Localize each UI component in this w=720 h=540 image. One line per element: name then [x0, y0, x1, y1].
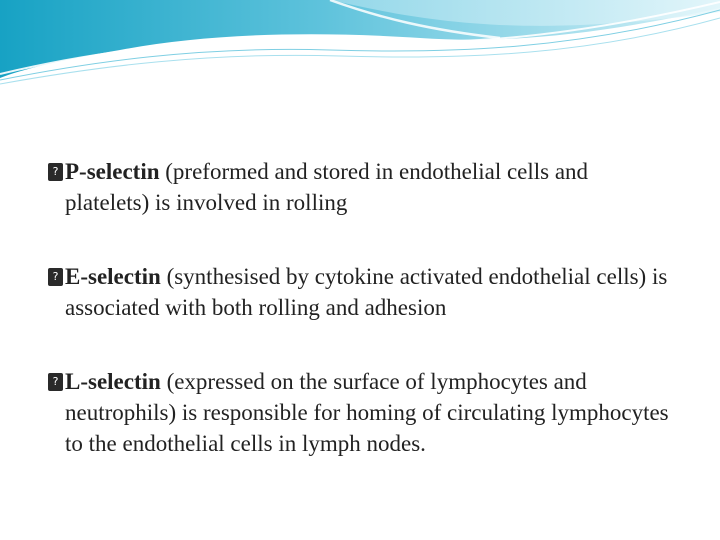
- missing-glyph-box-icon: ?: [48, 373, 63, 391]
- bullet-term: P-selectin: [65, 159, 160, 184]
- bullet-text: (expressed on the surface of lymphocytes and neutrophils) is responsible for homing of circulating lymphocytes to the endothelial cells in lymph nodes.: [65, 369, 669, 456]
- bullet-term: L-selectin: [65, 369, 161, 394]
- missing-glyph-box-icon: ?: [48, 163, 63, 181]
- bullet-item-l-selectin: [50, 366, 670, 459]
- bullet-term: E-selectin: [65, 264, 161, 289]
- bullet-text: (preformed and stored in endothelial cells and platelets) is involved in rolling: [65, 159, 589, 215]
- header-wave-decoration: [0, 0, 720, 90]
- bullet-text: (synthesised by cytokine activated endothelial cells) is associated with both rolling and adhesion: [65, 264, 668, 320]
- slide-content: [50, 156, 670, 502]
- bullet-item-e-selectin: [50, 261, 670, 323]
- missing-glyph-box-icon: ?: [48, 268, 63, 286]
- bullet-item-p-selectin: [50, 156, 670, 218]
